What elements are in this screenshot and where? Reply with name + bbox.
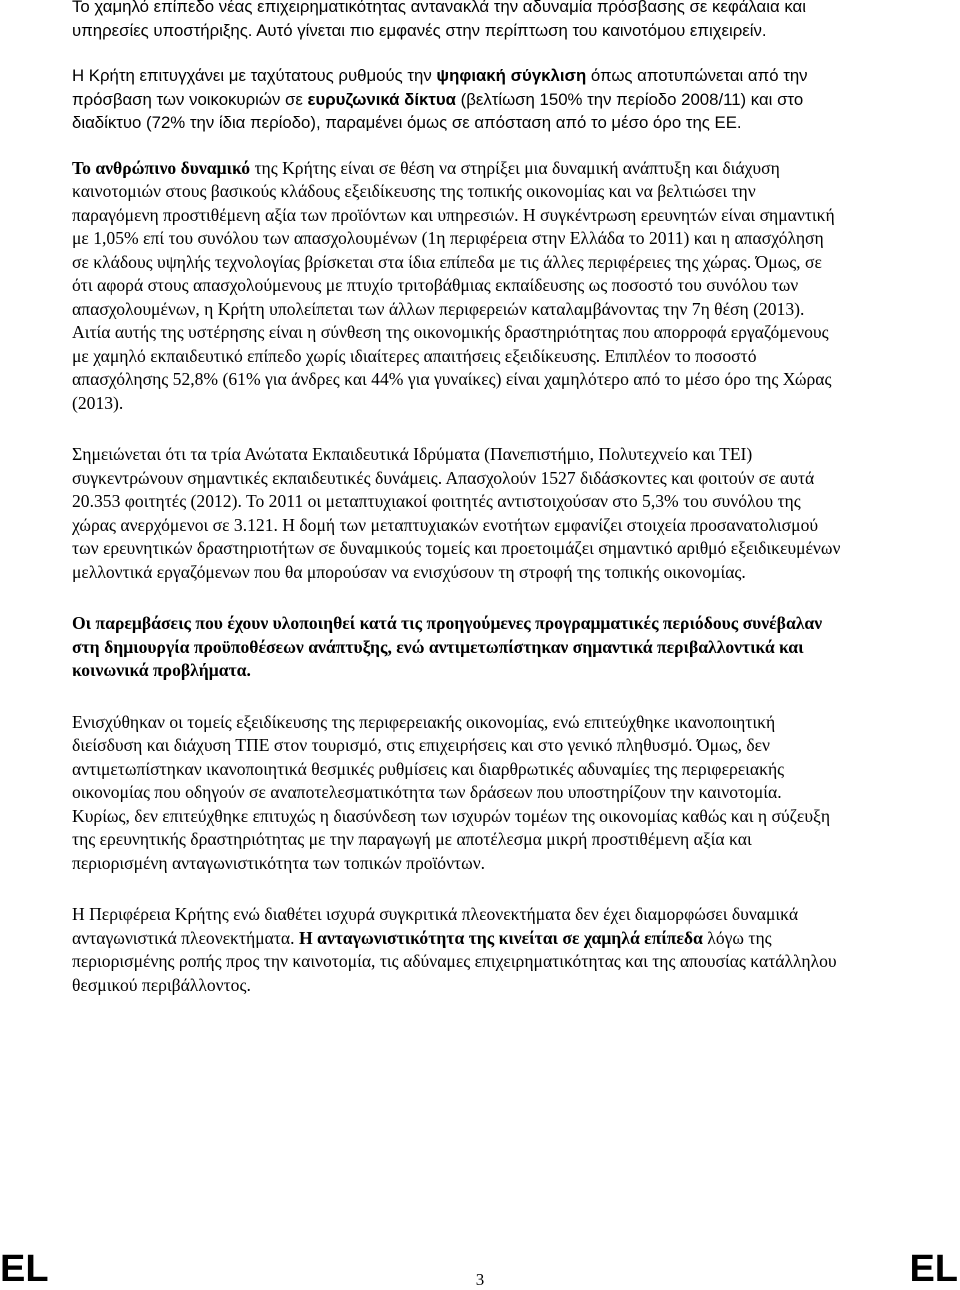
paragraph-competitiveness [72, 903, 842, 997]
bold-phrase: ευρυζωνικά δίκτυα [307, 89, 456, 109]
paragraph-text: όπως αποτυπώνεται από την πρόσβαση των νοικοκυριών σε [72, 66, 808, 109]
bold-phrase: Η ανταγωνιστικότητα της κινείται σε χαμηλά επίπεδα [298, 927, 703, 948]
bold-phrase: Το ανθρώπινο δυναμικό [72, 157, 251, 178]
paragraph-new-entrepreneurship [72, 0, 842, 42]
footer-language-code-left: EL [0, 1248, 49, 1290]
paragraph-text: Η Κρήτη επιτυγχάνει με ταχύτατους ρυθμούς την [72, 66, 437, 85]
paragraph-specialization [72, 711, 842, 876]
paragraph-interventions-bold [72, 612, 842, 683]
paragraph-human-resources [72, 157, 842, 416]
paragraph-digital-convergence [72, 64, 842, 135]
paragraph-text: Το χαμηλό επίπεδο νέας επιχειρηματικότητας αντανακλά την αδυναμία πρόσβασης σε κεφάλαια και υπηρεσίες υποστήριξης. Αυτό γίνεται πιο εμφανές στην περίπτωση του καινοτόμου επιχειρείν. [72, 0, 806, 40]
footer-language-code-right: EL [909, 1248, 958, 1290]
paragraph-text: της Κρήτης είναι σε θέση να στηρίξει μια δυναμική ανάπτυξη και διάχυση καινοτομιών στους βασικούς κλάδους εξειδίκευσης της τοπικής οικονομίας και να βελτιώσει την παραγόμενη προστιθέμενη αξία των προϊόντων και υπηρεσιών. Η συγκέντρωση ερευνητών είναι σημαντική με 1,05% επί του συνόλου των απασχολουμένων (1η περιφέρεια στην Ελλάδα το 2011) και η απασχόληση σε κλάδους υψηλής τεχνολογίας βρίσκεται στα ίδια επίπεδα με τις άλλες περιφέρειες της χώρας. Όμως, σε ότι αφορά στους απασχολούμενους με πτυχίο τριτοβάθμιας εκπαίδευσης ως ποσοστό του συνόλου των απασχολουμένων, η Κρήτη υπολείπεται των άλλων περιφερειών καταλαμβάνοντας την 7η θέση (2013). Αιτία αυτής της υστέρησης είναι η σύνθεση της οικονομικής δραστηριότητας που απορροφά εργαζόμενους με χαμηλό εκπαιδευτικό επίπεδο χωρίς ιδιαίτερες απαιτήσεις εξειδίκευσης. Επιπλέον το ποσοστό απασχόλησης 52,8% (61% για άνδρες και 44% για γυναίκες) είναι χαμηλότερο από το μέσο όρο της Χώρας (2013). [72, 157, 835, 413]
paragraph-text: λόγω της περιορισμένης ροπής προς την καινοτομία, τις αδύναμες επιχειρηματικότητας και της απουσίας κατάλληλου θεσμικού περιβάλλοντος. [72, 927, 837, 995]
paragraph-universities [72, 443, 842, 584]
bold-phrase: ψηφιακή σύγκλιση [436, 66, 587, 85]
paragraph-text: Ενισχύθηκαν οι τομείς εξειδίκευσης της περιφερειακής οικονομίας, ενώ επιτεύχθηκε ικανοποιητική διείσδυση και διάχυση ΤΠΕ στον τουρισμό, στις επιχειρήσεις και στο γενικό πληθυσμό. Όμως, δεν αντιμετωπίστηκαν ικανοποιητικά θεσμικές ρυθμίσεις και διαρθρωτικές αδυναμίες της περιφερειακής οικονομίας που οδηγούν σε αναποτελεσματικότητα των δράσεων που υποστηρίζουν την καινοτομία. Κυρίως, δεν επιτεύχθηκε επιτυχώς η διασύνδεση των ισχυρών τομέων της οικονομίας καθώς και η σύζευξη της ερευνητικής δραστηριότητας με την παραγωγή με αποτέλεσμα μικρή προστιθέμενη αξία και περιορισμένη ανταγωνιστικότητα των τοπικών προϊόντων. [72, 711, 831, 873]
paragraph-text: (βελτίωση 150% την περίοδο 2008/11) και στο διαδίκτυο (72% την ίδια περίοδο), παραμένει όμως σε απόσταση από το μέσο όρο της ΕΕ. [72, 89, 804, 132]
bold-paragraph-text: Οι παρεμβάσεις που έχουν υλοποιηθεί κατά τις προηγούμενες προγραμματικές περιόδους συνέβαλαν στη δημιουργία προϋποθέσεων ανάπτυξης, ενώ αντιμετωπίστηκαν σημαντικά περιβαλλοντικά και κοινωνικά προβλήματα. [72, 613, 823, 680]
paragraph-text: Η Περιφέρεια Κρήτης ενώ διαθέτει ισχυρά συγκριτικά πλεονεκτήματα δεν έχει διαμορφώσει δυναμικά ανταγωνιστικά πλεονεκτήματα. [72, 904, 799, 948]
paragraph-text: Σημειώνεται ότι τα τρία Ανώτατα Εκπαιδευτικά Ιδρύματα (Πανεπιστήμιο, Πολυτεχνείο και ΤΕΙ) συγκεντρώνουν σημαντικές εκπαιδευτικές δυνάμεις. Απασχολούν 1527 διδάσκοντες και φοιτούν σε αυτά 20.353 φοιτητές (2012). Το 2011 οι μεταπτυχιακοί φοιτητές αντιστοιχούσαν στο 5,3% του συνόλου της χώρας ανερχόμενοι σε 3.121. Η δομή των μεταπτυχιακών ενοτήτων εμφανίζει στοιχεία προσανατολισμού των ερευνητικών δραστηριοτήτων σε δυναμικούς τομείς και προετοιμάζει σημαντικό αριθμό εξειδικευμένων μελλοντικά εργαζόμενων που θα μπορούσαν να ενισχύσουν τη στροφή της τοπικής οικονομίας. [72, 444, 841, 582]
document-body [72, 0, 842, 997]
page-number: 3 [475, 1270, 485, 1289]
